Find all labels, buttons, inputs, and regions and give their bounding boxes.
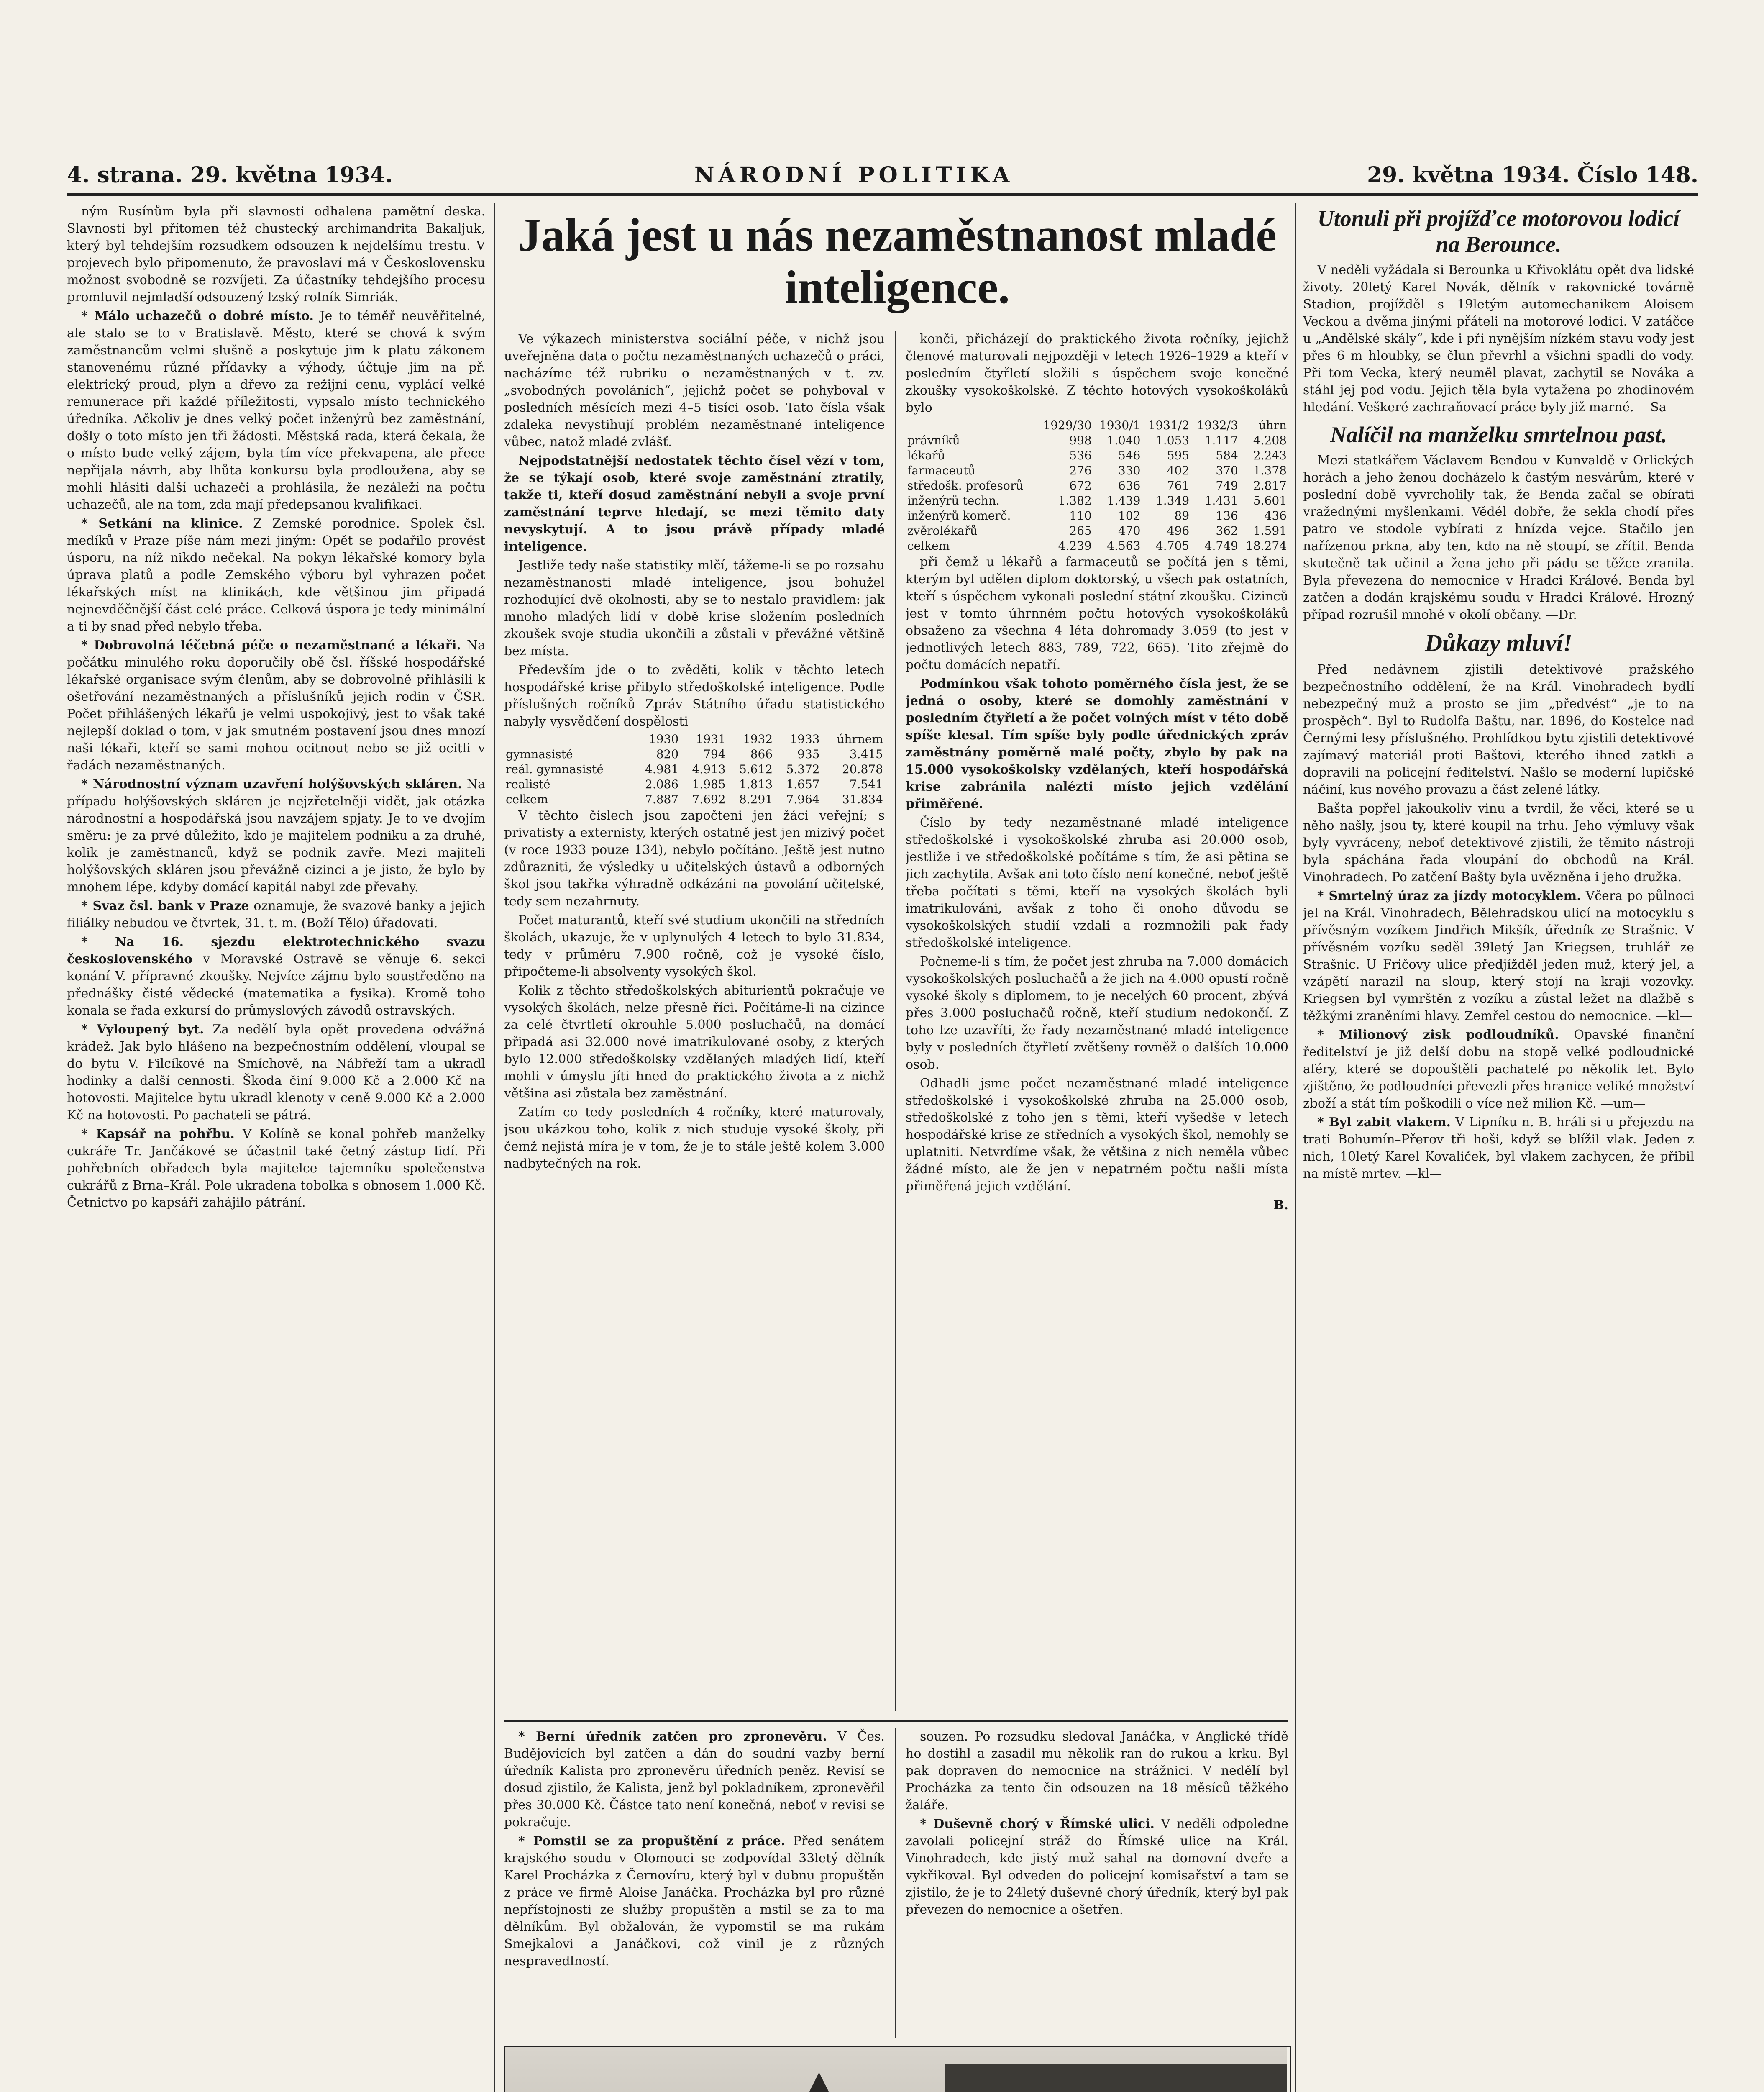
table-cell: 4.208 <box>1253 433 1287 447</box>
table-cell: 584 <box>1216 449 1238 462</box>
graduates-table <box>906 418 1288 554</box>
main-left-p7: Kolik z těchto středoškolských abiturientů pokračuje ve vysokých školách, nelze přesně říci. Počítáme-li na cizince za celé čtvrtletí okrouhle 5.000 posluchačů, na domácí připadá asi 32.000 nové imatrikulované osoby, z kterých bylo 12.000 středoškolsky vzdělaných mladých lidí, kteří mohli v úmyslu jíti hned do praktického života a z nichž většina asi zůstala bez zaměstnání. <box>504 983 885 1101</box>
table-cell: 89 <box>1174 509 1190 523</box>
table-cell: 102 <box>1118 509 1141 523</box>
col1-item <box>67 1021 485 1124</box>
col1-p4: Na počátku minulého roku doporučily obě čsl. říšské hospodářské lékařské organisace svým členům, aby se dobrovolně přihlásili k ošetřování nezaměstnaných a příslušníků jejich rodin v ČSR. Počet přihlášených lékařů je velmi uspokojivý, jest to však také nejlepší doklad o tom, v jak smutném postavení jsou dnes mnozí naši lékaři, kteří se sami mohou ocitnout nebo se již ocitli v řadách nezaměstnaných. <box>67 638 485 773</box>
main-article-right <box>906 331 1288 1711</box>
table-header-cell: 1932 <box>742 732 773 746</box>
table-cell: 998 <box>1069 433 1092 447</box>
table-cell: 636 <box>1118 479 1141 492</box>
main-left-p1: Ve výkazech ministerstva sociální péče, v nichž jsou uveřejněna data o počtu nezaměstnaných uchazečů o práci, nacházíme též rubriku o nezaměstnaných v t. zv. „svobodných povoláních“, jejichž počet se pohyboval v posledních měsících mezi 4–5 tisíci osob. Tato čísla však zdaleka nevystihují problém nezaměstnané inteligence vůbec, natož mladé zvlášť. <box>504 332 885 449</box>
table-cell: 5.372 <box>786 762 820 776</box>
table-cell: 2.086 <box>645 777 679 791</box>
table-cell: 935 <box>797 747 820 761</box>
table-cell: 1.382 <box>1058 494 1092 508</box>
table-cell: 436 <box>1264 509 1287 523</box>
table-cell: 1.591 <box>1253 524 1287 538</box>
middle-divider <box>895 1728 896 2038</box>
mid-right-p2-head: * Duševně chorý v Římské ulici. <box>920 1817 1155 1831</box>
col1-p8-head: * Vyloupený byt. <box>81 1022 204 1037</box>
table-cell: 546 <box>1118 449 1141 462</box>
table-header-cell: 1931 <box>696 732 726 746</box>
col1-p8: Za nedělí byla opět provedena odvážná krádež. Jak bylo hlášeno na bezpečnostním oddělení, vloupal se do bytu V. Filcíkové na Smíchově, na Nábřeží tam a ukradl hodinky a další cennosti. Škoda činí 9.000 Kč a 2.000 Kč na hotovosti. Majitelce bytu ukradl klenoty v ceně 9.000 Kč a 2.000 Kč na hotovosti. Po pachateli se pátrá. <box>67 1022 485 1123</box>
main-left-p3: Jestliže tedy naše statistiky mlčí, tážeme-li se po rozsahu nezaměstnanosti mladé inteligence, jsou bohužel rozhodující dvě okolnosti, aby se to nestalo pravidlem: jak mnoho mladých lidí v době krise složením posledních zkoušek svoje studia ukončili a zůstali v převážné většině bez místa. <box>504 558 885 659</box>
article-signature: B. <box>1273 1198 1288 1213</box>
article-heading-utonuli: Utonuli při projížďce motorovou lodicí na Berounce. <box>1317 206 1680 257</box>
table-cell: farmaceutů <box>907 464 976 477</box>
col4-p1: V neděli vyžádala si Berounka u Křivoklátu opět dva lidské životy. 20letý Karel Novák, dělník v rakovnické továrně Stadion, projížděl s 19letým automechanikem Aloisem Veckou a dvěma jinými přáteli na motorové lodici. V zatáčce u „Andělské skály“, kde i při nynějším nízkém stavu vody jest přes 6 m hloubky, se člun převrhl a všichni spadli do vody. Při tom Vecka, který neuměl plavat, zachytil se Nováka a stáhl jej pod vodu. Jejich těla byla vytažena po zhodinovém hledání. Veškeré zachraňovací práce byly již marné. —Sa— <box>1303 263 1694 415</box>
table-cell: inženýrů techn. <box>907 494 1000 508</box>
mid-p2: Před senátem krajského soudu v Olomouci se zodpovídal 33letý dělník Karel Procházka z Černovíru, který byl v dubnu propuštěn z práce ve firmě Aloise Janáčka. Procházka byl pro různé nepřístojnosti ze služby propuštěn a mstil se za to ma dělníkům. Byl obžalován, že vypomstil se ma rukám Smejkalovi a Janáčkovi, což vinil je z různých nespravedlností. <box>504 1834 885 1969</box>
table-total-row <box>504 792 885 807</box>
table-cell: 20.878 <box>842 762 883 776</box>
table-cell: právníků <box>907 433 960 447</box>
table-header-cell: 1930/1 <box>1099 418 1141 432</box>
middle-item <box>906 1815 1288 1918</box>
header-left: 4. strana. 29. května 1934. <box>67 162 393 188</box>
col1-p9-head: * Kapsář na pohřbu. <box>81 1127 235 1141</box>
main-right-p2: při čemž u lékařů a farmaceutů se počítá jen s těmi, kterým byl udělen diplom doktorský, u všech pak ostatních, kteří s úspěchem vykonali poslední státní zkoušku. Cizinců jest v tomto úhrnném počtu hotových vysokoškoláků obsaženo za všechna 4 léta dohromady 3.059 (to jest v jednotlivých letech 883, 789, 722, 665). Tito zřejmě do počtu domácích nepatří. <box>906 555 1288 672</box>
table-cell: realisté <box>506 777 550 791</box>
col4-p4: Bašta popřel jakoukoliv vinu a tvrdil, že věci, které se u něho našly, jsou ty, které koupil na trhu. Jeho výmluvy však byly vyvráceny, neboť detektivové zjistili, že těmito nástroji byla spáchána řada vloupání do obchodů na Král. Vinohradech. Po zatčení Bašty byla uvězněna i jeho družka. <box>1303 801 1694 884</box>
col4-p6-head: * Milionový zisk podloudníků. <box>1317 1028 1559 1042</box>
col4-item <box>1303 1026 1694 1112</box>
table-header-cell <box>504 732 633 747</box>
table-cell: 362 <box>1216 524 1238 538</box>
col4-p7-head: * Byl zabit vlakem. <box>1317 1115 1451 1130</box>
table-cell: 7.692 <box>692 792 726 806</box>
table-cell: 4.705 <box>1155 539 1190 553</box>
table-cell: 5.601 <box>1253 494 1287 508</box>
col1-p4-head: * Dobrovolná léčebná péče o nezaměstnané a lékaři. <box>81 638 461 653</box>
table-cell: 276 <box>1069 464 1092 477</box>
column-left <box>67 203 485 2092</box>
table-cell: 31.834 <box>842 792 883 806</box>
main-right-p3: Podmínkou však tohoto poměrného čísla jest, že se jedná o osoby, které se domohly zaměstnání v posledním čtyřletí a že počet volných míst v této době spíše klesal. Tím spíše byly podle úřednických zpráv zaměstnány poměrně malé počty, zbylo by pak na 15.000 vysokoškolsky vzdělaných, kteří hospodářská krise zabránila nalézti místo jejich vzdělání přiměřené. <box>906 677 1288 811</box>
col1-p3-head: * Setkání na klinice. <box>81 516 243 531</box>
table-header-cell: 1929/30 <box>1043 418 1092 432</box>
main-left-p4: Především jde o to zvěděti, kolik v těchto letech hospodářské krise přibylo středoškolské inteligence. Podle příslušných ročníků Zpráv Státního úřadu statistického nabyly vysvědčení dospělosti <box>504 663 885 729</box>
table-cell: reál. gymnasisté <box>506 762 604 776</box>
table-cell: 4.239 <box>1058 539 1092 553</box>
main-headline-box <box>504 209 1290 318</box>
table-header-cell: 1933 <box>790 732 820 746</box>
table-row <box>504 747 885 762</box>
col1-item <box>67 637 485 774</box>
table-row <box>906 523 1288 538</box>
table-cell: 1.117 <box>1204 433 1238 447</box>
table-row <box>906 493 1288 508</box>
table-header-cell: 1930 <box>648 732 679 746</box>
table-cell: 536 <box>1069 449 1092 462</box>
article-heading-nalicil: Nalíčil na manželku smrtelnou past. <box>1330 422 1667 447</box>
table-cell: 1.813 <box>739 777 773 791</box>
table-header-cell: úhrn <box>1258 418 1287 432</box>
table-cell: 794 <box>703 747 726 761</box>
table-cell: 496 <box>1167 524 1190 538</box>
col1-item <box>67 515 485 635</box>
table-cell: lékařů <box>907 449 945 462</box>
col4-p5-head: * Smrtelný úraz za jízdy motocyklem. <box>1317 889 1581 903</box>
col1-p2: Je to téměř neuvěřitelné, ale stalo se to v Bratislavě. Město, které se chová k svým zaměstnancům velmi slušně a poskytuje jim k platu zákonem stanovenému různé přídavky a výhody, účtuje jim na př. elektrický proud, plyn a dřevo za režijní cenu, vyplácí velké remunerace při každé příležitosti, vypsalo místo technického úředníka. Ačkoliv je dnes velký počet inženýrů bez zaměstnání, došly o toto místo jen tři žádosti. Městská rada, která čekala, že o místo bude velký zájem, byla tím více překvapena, ale přece nepřijala návrh, aby lhůta konkursu byla prodloužena, aby se mohli hlásiti další uchazeči a prohlásila, že nezáleží na počtu uchazečů, ale na tom, zda mají předepsanou kvalifikaci. <box>67 309 485 512</box>
table-row <box>906 508 1288 523</box>
table-cell: 1.431 <box>1204 494 1238 508</box>
col4-p6: Opavské finanční ředitelství je již delší dobu na stopě velké podloudnické aféry, které se dopouštěli pachatelé po několik let. Bylo zjištěno, že podloudníci převezli přes hranice veliké množství zboží a stát tím poškodili o více než milion Kč. —um— <box>1303 1028 1694 1111</box>
header-masthead: NÁRODNÍ POLITIKA <box>694 162 1014 188</box>
table-header-cell: 1932/3 <box>1197 418 1238 432</box>
col4-p2: Mezi statkářem Václavem Bendou v Kunvaldě v Orlických horách a jeho ženou docházelo k častým nesvárům, které v poslední době vyvrcholily tak, že Benda začal se obírati vražednými myšlenkami. Vědél dobře, že sekla chodí přes patro ve stodole vybírati z hnízda vejce. Stačilo jen nařízenou prkna, aby ten, kdo na ně stoupí, se zřítil. Benda skutečně tak učinil a žena jeho při pádu se těžce zranila. Byla převezena do nemocnice v Hradci Králové. Benda byl zatčen a dodán krajskému soudu v Hradci Králové. Hrozný případ rozrušil mnohé v okolí občany. —Dr. <box>1303 453 1694 622</box>
table-cell: inženýrů komerč. <box>907 509 1011 523</box>
table-total-row <box>906 538 1288 554</box>
maturity-table <box>504 732 885 807</box>
col1-p5-head: * Národnostní význam uzavření holýšovských skláren. <box>81 777 462 792</box>
main-right-p4: Číslo by tedy nezaměstnané mladé inteligence středoškolské i vysokoškolské zhruba asi 20.000 osob, jestliže i ve středoškolské počítáme s tím, že asi pětina se jich zachytila. Avšak ani toto číslo není konečné, neboť ještě třeba počítati s těmi, kteří na vysokých školách byli imatrikulováni, avšak z toho či onoho důvodu se vysokoškolských studií vzdali a rozmnožili pak řady středoškolské inteligence. <box>906 815 1288 950</box>
table-cell: 330 <box>1118 464 1141 477</box>
col1-p6-head: * Svaz čsl. bank v Praze <box>81 899 249 913</box>
article-heading-dukazy: Důkazy mluví! <box>1425 629 1572 656</box>
col4-p3: Před nedávnem zjistili detektivové pražského bezpečnostního oddělení, že na Král. Vinohradech bydlí nebezpečný muž a prosto se jim „předvést“ „je to na prospěch“. Byl to Rudolfa Baštu, nar. 1896, do Kostelce nad Černými lesy příslušného. Prohlídkou bytu zjistili detektivové zajímavý materiál proti Baštovi, kterého ihned zatkli a dopravili na policejní ředitelství. Našlo se moderní lupičské náčiní, kus nového provazu a část zelené látky. <box>1303 662 1694 797</box>
table-cell: 7.964 <box>786 792 820 806</box>
main-right-p5: Počneme-li s tím, že počet jest zhruba na 7.000 domácích vysokoškolských posluchačů a že jich na 4.000 opustí ročně vysoké školy s diplomem, to je necelých 60 procent, zbývá přes 3.000 posluchačů ročně, kteří studium nedokončí. Z toho lze uzavříti, že řady nezaměstnané mladé inteligence byly v posledních čtyřletí zvětšeny rovněž o dalších 10.000 osob. <box>906 954 1288 1072</box>
table-cell: 1.349 <box>1155 494 1190 508</box>
table-header-cell <box>906 418 1037 433</box>
mid-p2-head: * Pomstil se za propuštění z práce. <box>518 1834 785 1848</box>
table-cell: 2.817 <box>1253 479 1287 492</box>
table-cell: celkem <box>506 792 548 806</box>
table-cell: 18.274 <box>1246 539 1287 553</box>
main-right-p1: konči, přicházejí do praktického života ročníky, jejichž členové maturovali nejpozději v letech 1926–1929 a kteří v posledním čtyřletí složili s úspěchem svoje konečné zkoušky vysokoškolské. Z těchto hotových vysokoškoláků bylo <box>906 332 1288 415</box>
main-left-p6: Počet maturantů, kteří své studium ukončili na středních školách, ukazuje, že v uplynulých 4 letech to bylo 31.834, tedy v průměru 7.900 ročně, což je vysoké číslo, připočteme-li absolventy vysokých škol. <box>504 913 885 979</box>
middle-news-left <box>504 1728 885 2038</box>
table-header-row <box>504 732 885 747</box>
col1-p9: V Kolíně se konal pohřeb manželky cukráře Tr. Jančákové se účastnil také četný zástup lidí. Při pohřebních obřadech byla majitelce tajemníku společenstva cukrářů z Brna–Král. Pole ukradena tobolka s obnosem 1.000 Kč. Četnictvo po kapsáři zahájilo pátrání. <box>67 1127 485 1210</box>
table-cell: 4.749 <box>1204 539 1238 553</box>
table-cell: 402 <box>1167 464 1190 477</box>
mid-p1: V Čes. Budějovicích byl zatčen a dán do soudní vazby berní úředník Kalista pro zpronevěru úředních peněz. Revisí se dosud zjistilo, že Kalista, jenž byl pokladníkem, zpronevěřil přes 30.000 Kč. Částce tato není konečná, neboť v revisi se pokračuje. <box>504 1729 885 1830</box>
table-header-cell: úhrnem <box>837 732 883 746</box>
table-cell: 595 <box>1167 449 1190 462</box>
table-cell: 265 <box>1069 524 1092 538</box>
table-cell: 370 <box>1216 464 1238 477</box>
column-divider <box>494 203 495 2092</box>
table-cell: 672 <box>1069 479 1092 492</box>
article-divider <box>895 331 896 1711</box>
table-row <box>504 762 885 777</box>
table-row <box>906 433 1288 448</box>
header-right: 29. května 1934. Číslo 148. <box>1367 162 1698 188</box>
column-divider-right <box>1295 203 1296 2092</box>
table-row <box>906 478 1288 493</box>
main-right-p6: Odhadli jsme počet nezaměstnané mladé inteligence středoškolské i vysokoškolské zhruba na 25.000 osob, středoškolské z toho jen s těmi, kteří vyšedše v letech hospodářské krise ze středních a vysokých škol, nemohly se uplatniti. Netvrdíme však, že většina z nich neměla vůbec žádné místo, ale že jen v nepatrném počtu našli místa přiměřená jejich vzdělání. <box>906 1076 1288 1194</box>
table-cell: 8.291 <box>739 792 773 806</box>
mid-right-p1: souzen. Po rozsudku sledoval Janáčka, v Anglické třídě ho dostihl a zasadil mu několik ran do rukou a krku. Byl pak dopraven do nemocnice na strážnici. V nedělí byl Procházka za tento čin odsouzen na 18 měsíců těžkého žaláře. <box>906 1729 1288 1813</box>
mid-p1-head: * Berní úředník zatčen pro zpronevěru. <box>518 1729 827 1744</box>
col1-p5: Na případu holýšovských skláren je nejzřetelněji vidět, jak otázka národnostní a hospodářská jsou navzájem spjaty. Je to ve dvojím směru: je za prvé důležito, kdo je majitelem podniku a za druhé, kolik je zaměstnanců, když se podnik zavře. Mezi majiteli holýšovských skláren jsou převážně cizinci a je jisto, že bylo by mnohem lépe, kdyby domácí kapitál nabyl zde převahy. <box>67 777 485 895</box>
table-cell: 1.985 <box>692 777 726 791</box>
table-cell: 470 <box>1118 524 1141 538</box>
column-right <box>1303 203 1694 2092</box>
table-header-cell: 1931/2 <box>1148 418 1190 432</box>
col1-item <box>67 1125 485 1211</box>
table-row <box>906 463 1288 478</box>
section-rule <box>504 1720 1288 1722</box>
main-left-p8: Zatím co tedy posledních 4 ročníky, které maturovaly, jsou ukázkou toho, kolik z nich studuje vysoké školy, při čemž nejistá míra je v tom, že je to stále ještě kolem 3.000 nadbytečných na rok. <box>504 1105 885 1171</box>
table-row <box>504 777 885 792</box>
header-rule <box>67 193 1698 196</box>
table-cell: 761 <box>1167 479 1190 492</box>
table-cell: 1.378 <box>1253 464 1287 477</box>
col4-item <box>1303 1114 1694 1182</box>
table-cell: 1.657 <box>786 777 820 791</box>
main-headline: Jaká jest u nás nezaměstnanost mladé inteligence. <box>518 209 1277 313</box>
middle-news-right <box>906 1728 1288 2038</box>
middle-item <box>504 1728 885 1831</box>
table-cell: 866 <box>750 747 773 761</box>
table-cell: středošk. profesorů <box>907 479 1024 492</box>
table-row <box>906 448 1288 463</box>
table-cell: 2.243 <box>1253 449 1287 462</box>
table-cell: celkem <box>907 539 950 553</box>
table-cell: 110 <box>1069 509 1092 523</box>
table-cell: 820 <box>656 747 679 761</box>
table-cell: zvěrolékařů <box>907 524 978 538</box>
middle-item <box>504 1833 885 1970</box>
col1-item <box>67 897 485 932</box>
table-cell: 136 <box>1216 509 1238 523</box>
col1-p7: v Moravské Ostravě se věnuje 6. sekci konání V. přípravné zkoušky. Nejvíce zájmu bylo soustředěno na přednášky čisté vědecké (matematika a fysika). Kromě toho konala se řada exkursí do průmyslových závodů ostravských. <box>67 952 485 1018</box>
table-cell: 7.541 <box>849 777 883 791</box>
table-cell: 1.439 <box>1107 494 1141 508</box>
col1-p3: Z Zemské porodnice. Spolek čsl. medíků v Praze píše nám mezi jiným: Opět se podařilo provést úsporu, na níž nikdo nečekal. Na pokyn lékařské komory byla úprava platů a podle Zemského výboru byl vyhrazen počet lékařských míst na klinikách, kde většinou jim připadá nejnevděčnější část celé práce. Celková úspora je tedy minimální a ti by snad před nebylo třeba. <box>67 516 485 634</box>
col1-p6: oznamuje, že svazové banky a jejich filiálky nebudou ve čtvrtek, 31. t. m. (Boží Tělo) úřadovati. <box>67 899 485 931</box>
table-cell: 4.913 <box>692 762 726 776</box>
table-cell: 4.563 <box>1107 539 1141 553</box>
main-article-left <box>504 331 885 1711</box>
col1-p2-head: * Málo uchazečů o dobré místo. <box>81 309 314 323</box>
table-cell: 3.415 <box>849 747 883 761</box>
table-cell: 4.981 <box>645 762 679 776</box>
main-left-p2: Nejpodstatnější nedostatek těchto čísel vězí v tom, že se týkají osob, které svoje zaměstnání ztratily, takže ti, kteří dosud zaměstnání nebyli a svoje první zaměstnání teprve hledají, se mezi těmito daty nevyskytují. A to jsou právě případy mladé inteligence. <box>504 454 885 554</box>
table-header-row <box>906 418 1288 433</box>
table-cell: 749 <box>1216 479 1238 492</box>
main-left-p5: V těchto číslech jsou započteni jen žáci veřejní; s privatisty a externisty, kterých ostatně jest jen mizivý počet (v roce 1933 pouze 134), nebylo počítáno. Ještě jest nutno zdůrazniti, že výsledky u učitelských ústavů a odborných škol jsou takřka výhradně odkázáni na povolání učitelské, tedy sem nezahrnuty. <box>504 808 885 909</box>
col1-p1: ným Rusínům byla při slavnosti odhalena pamětní deska. Slavnosti byl přítomen též chustecký archimandrita Bakaljuk, který byl tehdejším rozsudkem odsouzen k nejdelšímu trestu. V projevech bylo připomenuto, že pravoslaví má v Československu možnost svobodně se rozvíjeti. Za účastníky tehdejšího procesu promluvil nejmladší odsouzený lzský rolník Simriák. <box>67 204 485 305</box>
col4-p7: V Lipníku n. B. hráli si u přejezdu na trati Bohumín–Přerov tři hoši, když se blížil vlak. Jeden z nich, 10letý Karel Kovaliček, byl vlakem zachycen, že přibil na místě mrtev. —kl— <box>1303 1115 1694 1181</box>
table-cell: 1.053 <box>1155 433 1190 447</box>
col1-p7-head: * Na 16. sjezdu elektrotechnického svazu československého <box>67 935 485 967</box>
table-cell: 1.040 <box>1107 433 1141 447</box>
col1-item <box>67 308 485 513</box>
mid-right-p2: V neděli odpoledne zavolali policejní stráž do Římské ulice na Král. Vinohradech, kde jistý muž sahal na domovní dveře a vykřikoval. Byl odveden do policejní komisařství a tam se zjistilo, že je to 24letý duševně chorý úředník, který byl pak převezen do nemocnice a ošetřen. <box>906 1817 1288 1917</box>
table-cell: gymnasisté <box>506 747 573 761</box>
page-header <box>67 162 1698 187</box>
col1-item <box>67 776 485 896</box>
table-cell: 7.887 <box>645 792 679 806</box>
col4-item <box>1303 887 1694 1025</box>
col4-p5: Včera po půlnoci jel na Král. Vinohradech, Bělehradskou ulicí na motocyklu s přívěsným vozíkem Jindřich Mikšík, úředník ze Strašnic. V přívěsném vozíku seděl 39letý Jan Kriegsen, truhlář ze Strašnic. U Fričovy ulice předjížděl jeden muž, který jel, a vzápětí narazil na sloup, který stojí na kraji vozovky. Kriegsen byl vymrštěn z vozíku a zůstal ležet na dlažbě s těžkými zraněními hlavy. Zemřel cestou do nemocnice. —kl— <box>1303 889 1694 1023</box>
col1-item <box>67 933 485 1019</box>
table-cell: 5.612 <box>739 762 773 776</box>
news-photo <box>504 2046 1291 2092</box>
town-square-photo <box>505 2047 1287 2092</box>
